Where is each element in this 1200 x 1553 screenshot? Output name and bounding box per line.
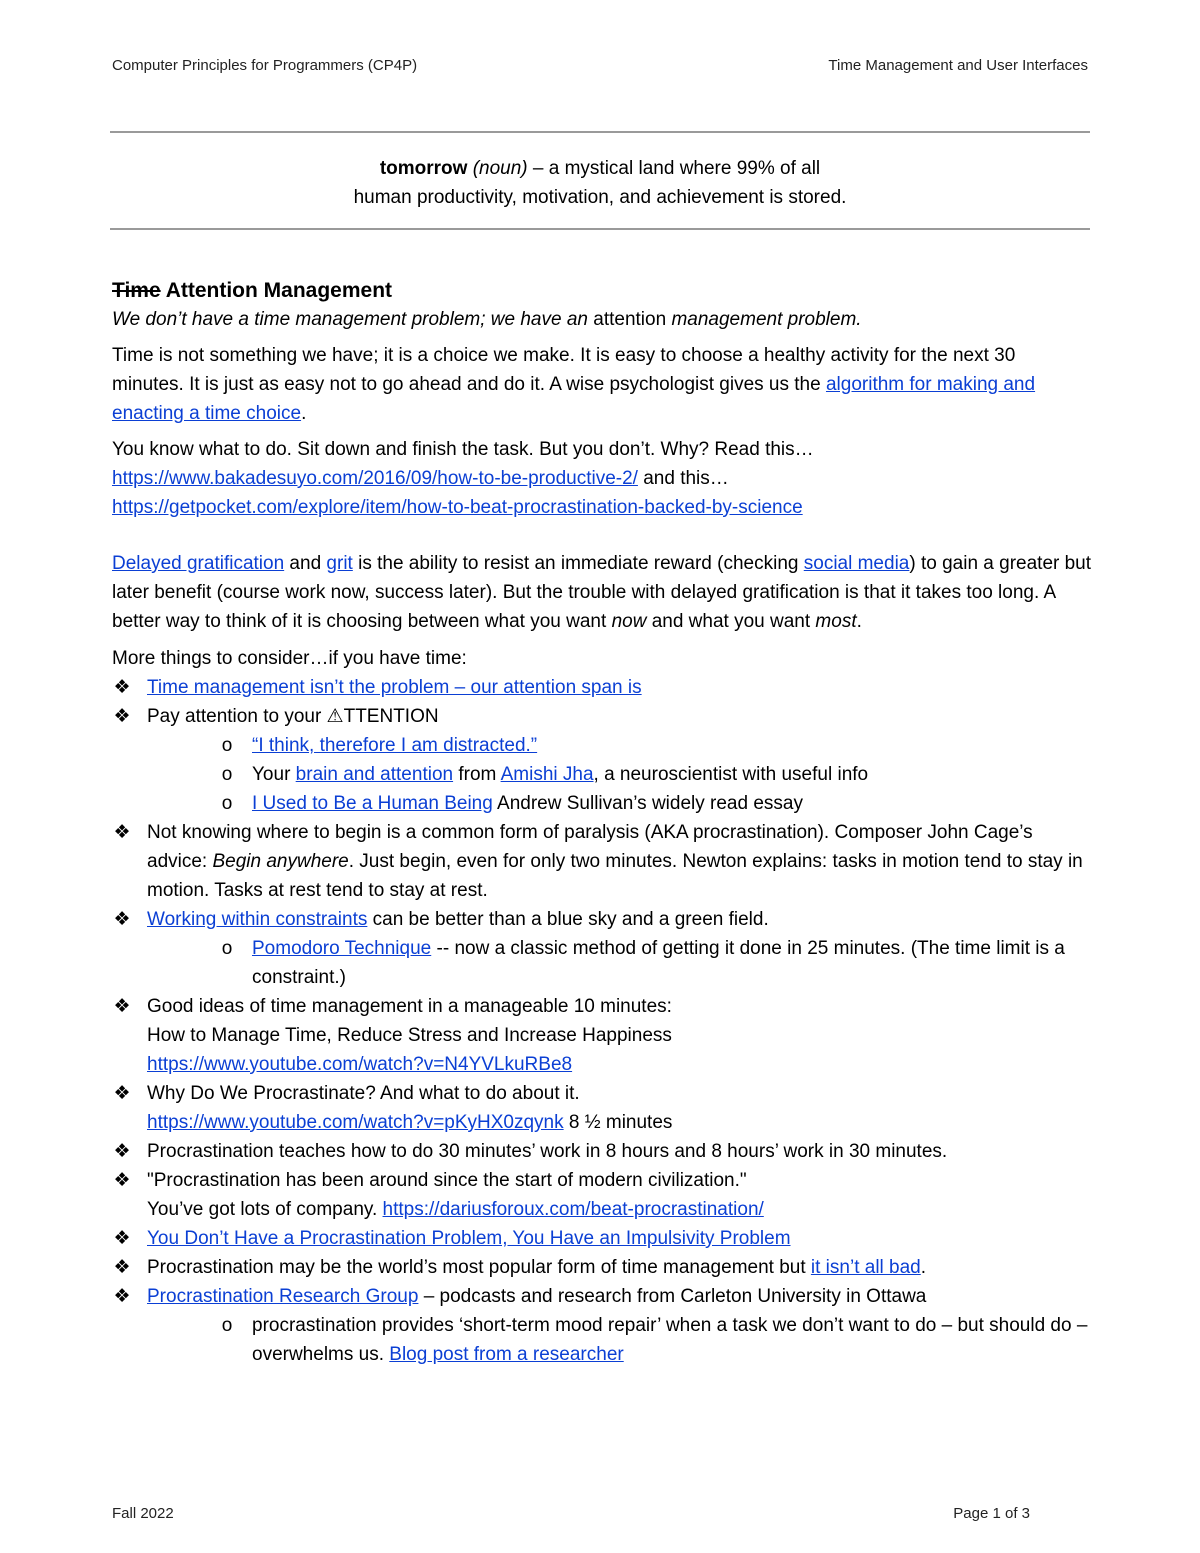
diamond-bullet-icon: ❖ bbox=[113, 1083, 131, 1104]
diamond-bullet-icon: ❖ bbox=[113, 1141, 131, 1162]
link-blog-post[interactable]: Blog post from a researcher bbox=[389, 1344, 624, 1365]
link-attention-span[interactable]: Time management isn’t the problem – our attention span is bbox=[147, 677, 642, 698]
list-item: ❖ Pay attention to your ⚠TTENTION bbox=[112, 702, 1092, 731]
link-delayed-gratification[interactable]: Delayed gratification bbox=[112, 553, 285, 574]
diamond-bullet-icon: ❖ bbox=[113, 1286, 131, 1307]
diamond-bullet-icon: ❖ bbox=[113, 909, 131, 930]
list-item: ❖ "Procrastination has been around since the start of modern civilization." You’ve got lots of company. https://dariusforoux.com/beat-procrastination/ bbox=[112, 1166, 1092, 1224]
sub-list-item: o procrastination provides ‘short-term mood repair’ when a task we don’t want to do – but should do – overwhelms us. Blog post from a researcher bbox=[112, 1311, 1092, 1369]
quote-part-of-speech: (noun) bbox=[472, 158, 528, 179]
link-youtube-manage-time[interactable]: https://www.youtube.com/watch?v=N4YVLkuRBe8 bbox=[147, 1054, 573, 1075]
definition-quote bbox=[110, 154, 1090, 212]
section-title-text: Attention Management bbox=[160, 279, 393, 302]
link-brain-and-attention[interactable]: brain and attention bbox=[295, 764, 454, 785]
quote-term: tomorrow bbox=[379, 158, 468, 179]
list-item: ❖ Procrastination Research Group – podcasts and research from Carleton University in Ottawa bbox=[112, 1282, 1092, 1311]
header-topic-title: Time Management and User Interfaces bbox=[828, 57, 1088, 74]
link-research-group[interactable]: Procrastination Research Group bbox=[147, 1286, 419, 1307]
paragraph-time-choice: Time is not something we have; it is a choice we make. It is easy to choose a healthy activity for the next 30 minutes. It is just as easy not to go ahead and do it. A wise psychologist gives us the algorithm for making and enacting a time choice. bbox=[112, 345, 1036, 424]
link-human-being[interactable]: I Used to Be a Human Being bbox=[252, 793, 493, 814]
paragraph-read-this: You know what to do. Sit down and finish the task. But you don’t. Why? Read this… https://www.bakadesuyo.com/2016/09/how-to-be-productive-2/ and this… https://getpocket.com/explore/item/how-to-beat-procrastination-backed-by-science bbox=[112, 439, 814, 518]
list-item bbox=[112, 1224, 1092, 1253]
link-grit[interactable]: grit bbox=[326, 553, 353, 574]
diamond-bullet-icon: ❖ bbox=[113, 706, 131, 727]
diamond-bullet-icon: ❖ bbox=[113, 1257, 131, 1278]
list-item: ❖ Not knowing where to begin is a common form of paralysis (AKA procrastination). Composer John Cage’s advice: Begin anywhere. Just begin, even for only two minutes. Newton explains: tasks in motion tend to stay in motion. Tasks at rest tend to stay at rest. bbox=[112, 818, 1092, 905]
link-amishi-jha[interactable]: Amishi Jha bbox=[500, 764, 594, 785]
header-course-title: Computer Principles for Programmers (CP4P) bbox=[112, 57, 418, 74]
link-dariusforoux[interactable]: https://dariusforoux.com/beat-procrastination/ bbox=[382, 1199, 764, 1220]
diamond-bullet-icon: ❖ bbox=[113, 1170, 131, 1191]
sub-list-item: o Pomodoro Technique -- now a classic method of getting it done in 25 minutes. (The time limit is a constraint.) bbox=[112, 934, 1092, 992]
sub-list-item bbox=[112, 731, 1092, 760]
tagline: We don’t have a time management problem; we have an attention management problem. bbox=[112, 309, 862, 330]
top-divider bbox=[110, 131, 1090, 133]
footer-page-number: Page 1 of 3 bbox=[953, 1505, 1030, 1522]
list-item: ❖ Why Do We Procrastinate? And what to do about it. https://www.youtube.com/watch?v=pKyHX0zqynk 8 ½ minutes bbox=[112, 1079, 1092, 1137]
list-item: ❖ Good ideas of time management in a manageable 10 minutes: How to Manage Time, Reduce Stress and Increase Happiness https://www.youtube.com/watch?v=N4YVLkuRBe8 bbox=[112, 992, 1092, 1079]
diamond-bullet-icon: ❖ bbox=[113, 822, 131, 843]
diamond-bullet-icon: ❖ bbox=[113, 996, 131, 1017]
link-pomodoro[interactable]: Pomodoro Technique bbox=[252, 938, 432, 959]
circle-bullet-icon: o bbox=[221, 764, 233, 785]
diamond-bullet-icon: ❖ bbox=[113, 1228, 131, 1249]
link-bakadesuyo[interactable]: https://www.bakadesuyo.com/2016/09/how-to-be-productive-2/ bbox=[112, 468, 638, 489]
footer-term: Fall 2022 bbox=[112, 1505, 174, 1522]
list-item: ❖ Working within constraints can be better than a blue sky and a green field. bbox=[112, 905, 1092, 934]
quote-line-2: human productivity, motivation, and achievement is stored. bbox=[353, 187, 847, 208]
link-i-think-distracted[interactable]: “I think, therefore I am distracted.” bbox=[252, 735, 538, 756]
quote-definition: – a mystical land where 99% of all bbox=[527, 158, 821, 179]
link-not-all-bad[interactable]: it isn’t all bad bbox=[810, 1257, 921, 1278]
struck-word: Time bbox=[112, 279, 161, 302]
link-impulsivity-problem[interactable]: You Don’t Have a Procrastination Problem, You Have an Impulsivity Problem bbox=[147, 1228, 791, 1249]
section-title bbox=[112, 276, 1092, 305]
quote-line-1 bbox=[110, 154, 1090, 183]
link-social-media[interactable]: social media bbox=[803, 553, 910, 574]
sub-list-item: o Your brain and attention from Amishi Jha, a neuroscientist with useful info bbox=[112, 760, 1092, 789]
link-constraints[interactable]: Working within constraints bbox=[147, 909, 368, 930]
diamond-bullet-icon: ❖ bbox=[113, 677, 131, 698]
link-getpocket[interactable]: https://getpocket.com/explore/item/how-to-beat-procrastination-backed-by-science bbox=[112, 497, 803, 518]
sub-list-item: o I Used to Be a Human Being Andrew Sullivan’s widely read essay bbox=[112, 789, 1092, 818]
main-content bbox=[112, 276, 1092, 1369]
paragraph-delayed-gratification: Delayed gratification and grit is the ability to resist an immediate reward (checking social media) to gain a greater but later benefit (course work now, success later). But the trouble with delayed gratification is that it takes too long. A better way to think of it is choosing between what you want now and what you want most. bbox=[112, 553, 1092, 632]
circle-bullet-icon: o bbox=[221, 938, 233, 959]
bottom-divider bbox=[110, 228, 1090, 230]
circle-bullet-icon: o bbox=[221, 735, 233, 756]
list-intro: More things to consider…if you have time: bbox=[112, 648, 467, 669]
list-item bbox=[112, 673, 1092, 702]
link-youtube-procrastinate[interactable]: https://www.youtube.com/watch?v=pKyHX0zqynk bbox=[147, 1112, 564, 1133]
circle-bullet-icon: o bbox=[221, 1315, 233, 1336]
link-algorithm[interactable]: algorithm for making and enacting a time choice bbox=[112, 374, 1036, 424]
list-item: ❖ Procrastination teaches how to do 30 minutes’ work in 8 hours and 8 hours’ work in 30 minutes. bbox=[112, 1137, 1092, 1166]
list-item: ❖ Procrastination may be the world’s most popular form of time management but it isn’t all bad. bbox=[112, 1253, 1092, 1282]
circle-bullet-icon: o bbox=[221, 793, 233, 814]
